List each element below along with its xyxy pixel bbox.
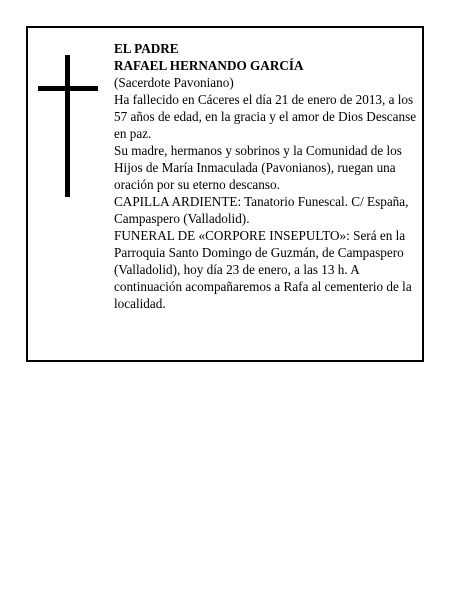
funeral-info: FUNERAL DE «CORPORE INSEPULTO»: Será en la Parroquia Santo Domingo de Guzmán, de Campaspero (Valladolid), hoy día 23 de enero, a las 13 h. A continuación acompañaremos a Rafa al cementerio de la localidad. <box>114 228 412 311</box>
notice-title: EL PADRE <box>114 41 179 56</box>
cross-vertical-bar <box>65 55 70 197</box>
obituary-notice <box>26 26 424 362</box>
latin-cross-icon <box>38 55 98 197</box>
deceased-name: RAFAEL HERNANDO GARCÍA <box>114 58 304 73</box>
family-request: Su madre, hermanos y sobrinos y la Comunidad de los Hijos de María Inmaculada (Pavonianos), ruegan una oración por su eterno descanso. <box>114 143 402 192</box>
death-announcement: Ha fallecido en Cáceres el día 21 de enero de 2013, a los 57 años de edad, en la gracia y el amor de Dios Descanse en paz. <box>114 92 417 141</box>
notice-text <box>114 40 418 312</box>
deceased-role: (Sacerdote Pavoniano) <box>114 75 234 90</box>
cross-horizontal-bar <box>38 86 98 91</box>
chapel-info: CAPILLA ARDIENTE: Tanatorio Funescal. C/ España, Campaspero (Valladolid). <box>114 194 409 226</box>
